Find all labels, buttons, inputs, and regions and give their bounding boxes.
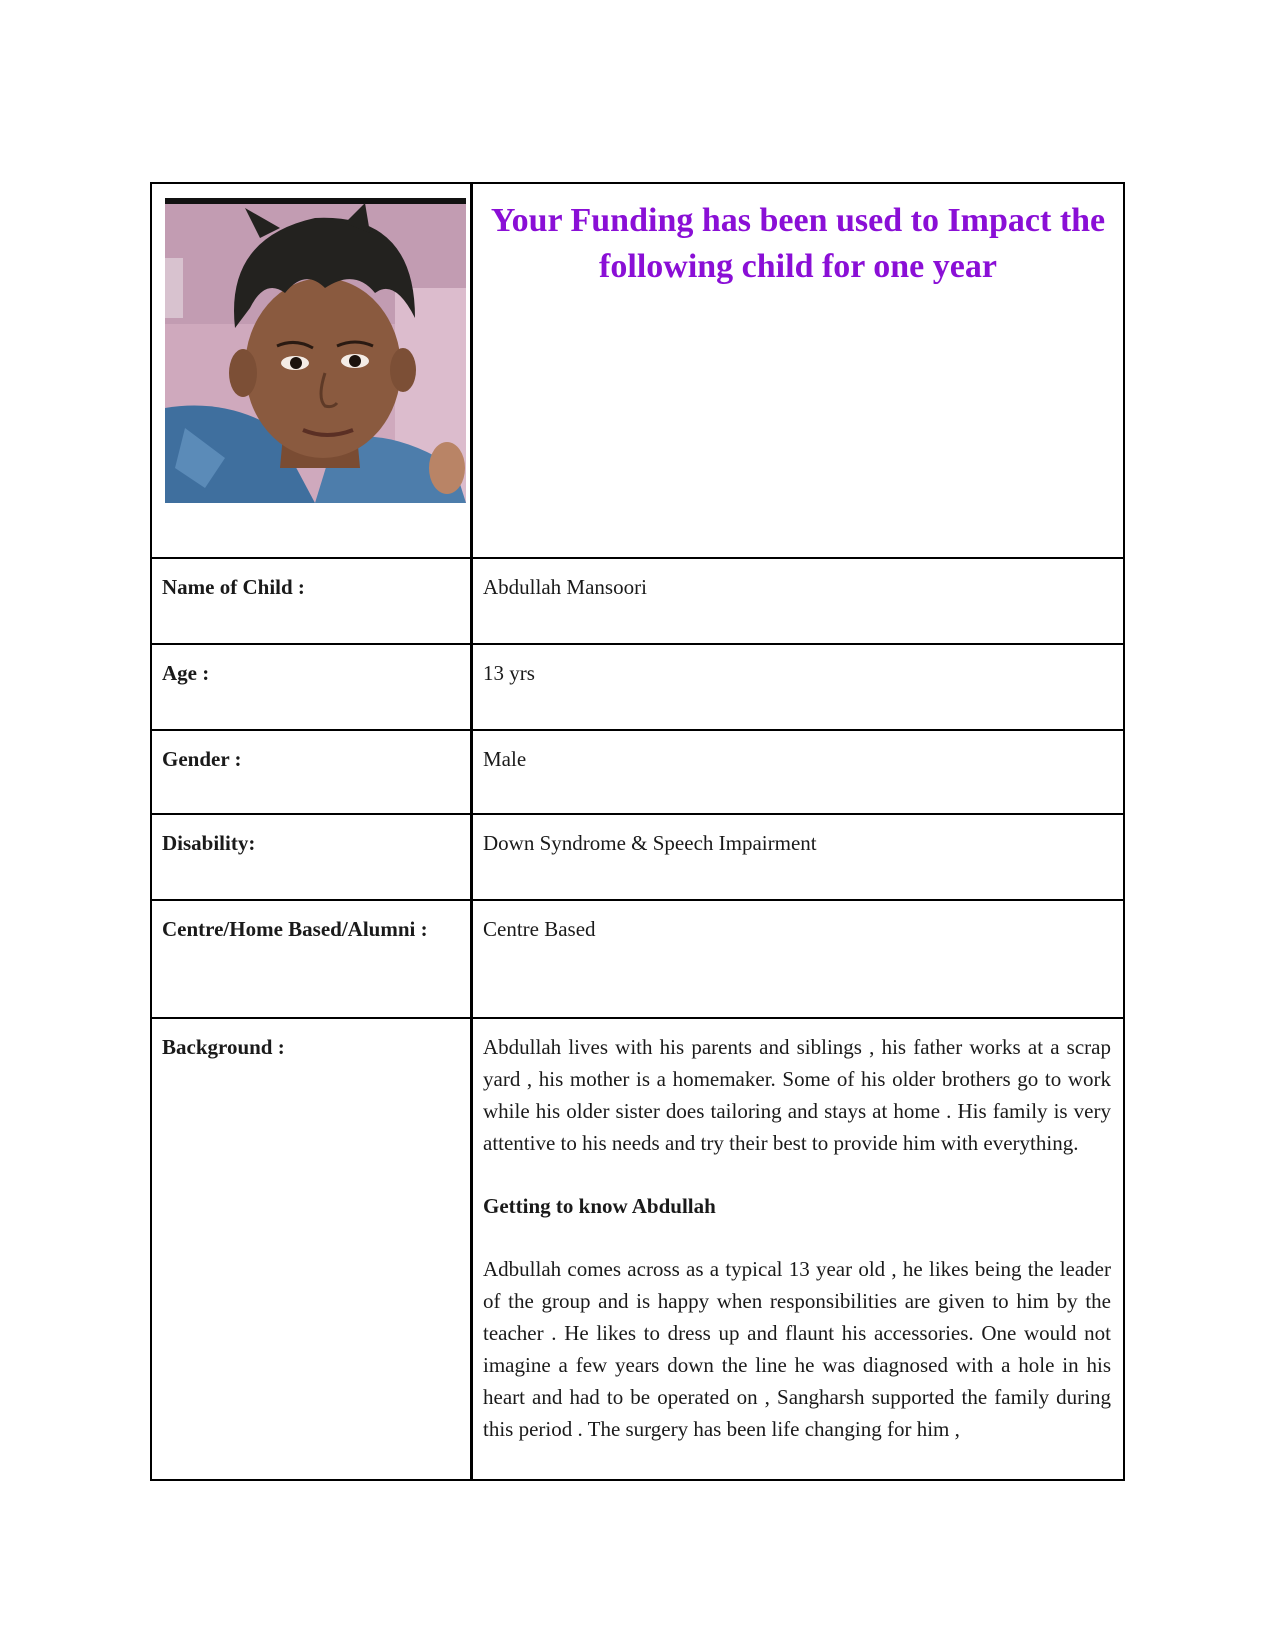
field-value: Male (483, 747, 527, 771)
title-cell (473, 184, 1123, 557)
field-row-gender (152, 729, 1123, 813)
field-label: Name of Child : (152, 559, 473, 643)
background-content (473, 1019, 1123, 1479)
field-label: Centre/Home Based/Alumni : (152, 901, 473, 1017)
background-paragraph: Abdullah lives with his parents and siblings , his father works at a scrap yard , his mother is a homemaker. Some of his older brothers go to work while his older sister does tailoring and stays at home . His family is very attentive to his needs and try their best to provide him with everything. (483, 1035, 1111, 1155)
section-heading: Getting to know Abdullah (483, 1194, 716, 1218)
field-row-age (152, 643, 1123, 729)
field-value: Down Syndrome & Speech Impairment (483, 831, 817, 855)
field-row-name (152, 557, 1123, 643)
background-paragraph: Adbullah comes across as a typical 13 year old , he likes being the leader of the group and is happy when responsibilities are given to him by the teacher . He likes to dress up and flaunt his accessories. One would not imagine a few years down the line he was diagnosed with a hole in his heart and had to be operated on , Sangharsh supported the family during this period . The surgery has been life changing for him , (483, 1257, 1111, 1441)
field-value: 13 yrs (483, 661, 535, 685)
field-label: Background : (152, 1019, 473, 1479)
field-label: Gender : (152, 731, 473, 813)
field-label: Disability: (152, 815, 473, 899)
field-row-disability (152, 813, 1123, 899)
photo-cell (152, 184, 473, 557)
photo-title-row (152, 184, 1123, 557)
child-photo (165, 198, 466, 503)
child-profile-table (150, 182, 1125, 1481)
child-portrait-icon (165, 198, 466, 503)
page-title: Your Funding has been used to Impact the following child for one year (490, 202, 1106, 285)
field-row-background (152, 1017, 1123, 1479)
field-row-centre (152, 899, 1123, 1017)
field-label: Age : (152, 645, 473, 729)
field-value: Abdullah Mansoori (483, 575, 647, 599)
field-value: Centre Based (483, 917, 596, 941)
